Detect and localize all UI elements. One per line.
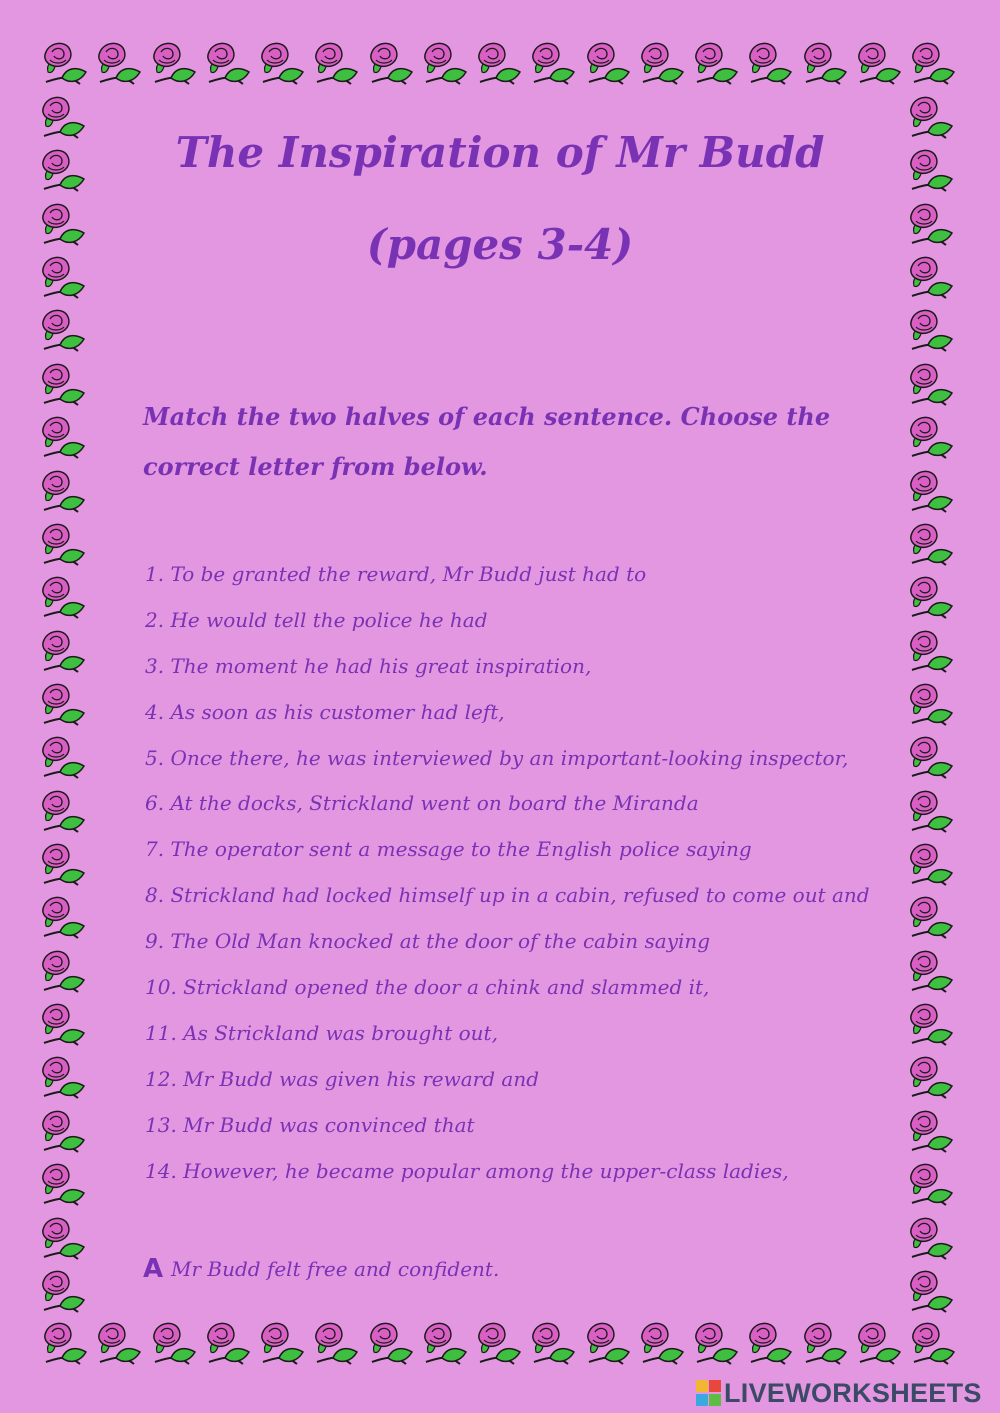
rose-icon: [38, 1052, 90, 1104]
sentence-item: 10. Strickland opened the door a chink and slammed it,: [145, 975, 710, 1000]
rose-icon: [906, 999, 958, 1051]
rose-icon: [906, 892, 958, 944]
sentence-item: 9. The Old Man knocked at the door of the cabin saying: [145, 929, 711, 954]
rose-icon: [38, 305, 90, 357]
rose-icon: [906, 572, 958, 624]
sentence-item: 7. The operator sent a message to the English police saying: [145, 837, 752, 862]
rose-icon: [906, 946, 958, 998]
rose-icon: [908, 1318, 960, 1370]
rose-border-bottom: [40, 1318, 960, 1372]
rose-icon: [906, 626, 958, 678]
sentence-item: 2. He would tell the police he had: [145, 607, 488, 632]
liveworksheets-logo-icon: [696, 1380, 722, 1408]
rose-icon: [38, 1266, 90, 1318]
rose-icon: [906, 1159, 958, 1211]
option-text: Mr Budd felt free and confident.: [171, 1257, 500, 1281]
rose-icon: [257, 38, 309, 90]
rose-icon: [149, 38, 201, 90]
sentence-item: 3. The moment he had his great inspiration,: [145, 653, 592, 678]
rose-icon: [38, 626, 90, 678]
sentence-item: 5. Once there, he was interviewed by an important-looking inspector,: [145, 745, 849, 770]
rose-icon: [311, 1318, 363, 1370]
rose-border-right: [906, 92, 960, 1318]
rose-icon: [906, 519, 958, 571]
rose-icon: [691, 1318, 743, 1370]
rose-icon: [38, 732, 90, 784]
page-title: The Inspiration of Mr Budd: [175, 128, 825, 177]
rose-icon: [906, 786, 958, 838]
rose-icon: [691, 38, 743, 90]
rose-icon: [38, 1106, 90, 1158]
rose-icon: [906, 359, 958, 411]
rose-icon: [528, 38, 580, 90]
rose-icon: [800, 1318, 852, 1370]
rose-icon: [38, 679, 90, 731]
rose-icon: [474, 38, 526, 90]
rose-icon: [38, 572, 90, 624]
rose-icon: [906, 305, 958, 357]
answer-option: [143, 1254, 499, 1284]
rose-icon: [38, 999, 90, 1051]
rose-icon: [854, 38, 906, 90]
rose-icon: [94, 1318, 146, 1370]
page-subtitle: (pages 3-4): [366, 220, 634, 269]
rose-border-top: [40, 38, 960, 92]
rose-icon: [474, 1318, 526, 1370]
rose-icon: [94, 38, 146, 90]
rose-icon: [528, 1318, 580, 1370]
rose-icon: [38, 359, 90, 411]
liveworksheets-brand: [696, 1378, 982, 1409]
rose-icon: [366, 38, 418, 90]
rose-icon: [637, 1318, 689, 1370]
rose-icon: [38, 839, 90, 891]
rose-icon: [906, 1266, 958, 1318]
rose-icon: [38, 1159, 90, 1211]
rose-icon: [583, 38, 635, 90]
rose-icon: [420, 1318, 472, 1370]
rose-icon: [906, 1213, 958, 1265]
option-letter: A: [143, 1254, 164, 1284]
rose-icon: [906, 679, 958, 731]
rose-icon: [311, 38, 363, 90]
rose-icon: [203, 1318, 255, 1370]
sentence-item: 12. Mr Budd was given his reward and: [145, 1066, 540, 1091]
sentence-item: 13. Mr Budd was convinced that: [145, 1112, 475, 1137]
rose-icon: [257, 1318, 309, 1370]
sentence-list: [145, 557, 885, 1199]
rose-icon: [906, 732, 958, 784]
rose-icon: [854, 1318, 906, 1370]
sentence-item: 1. To be granted the reward, Mr Budd just had to: [145, 562, 647, 586]
sentence-item: 11. As Strickland was brought out,: [145, 1020, 498, 1045]
rose-icon: [38, 786, 90, 838]
rose-icon: [906, 839, 958, 891]
rose-icon: [38, 519, 90, 571]
rose-icon: [40, 1318, 92, 1370]
sentence-item: 8. Strickland had locked himself up in a cabin, refused to come out and: [145, 883, 870, 908]
rose-icon: [40, 38, 92, 90]
rose-icon: [203, 38, 255, 90]
rose-icon: [38, 1213, 90, 1265]
rose-icon: [420, 38, 472, 90]
rose-icon: [745, 38, 797, 90]
brand-name: LIVEWORKSHEETS: [724, 1378, 982, 1408]
sentence-item: 4. As soon as his customer had left,: [145, 699, 505, 724]
rose-icon: [906, 412, 958, 464]
rose-icon: [583, 1318, 635, 1370]
rose-icon: [906, 1106, 958, 1158]
sentence-item: 14. However, he became popular among the upper-class ladies,: [145, 1158, 789, 1183]
rose-icon: [800, 38, 852, 90]
rose-icon: [366, 1318, 418, 1370]
instruction-text: Match the two halves of each sentence. Choose the correct letter from below.: [143, 402, 831, 481]
sentence-item: 6. At the docks, Strickland went on board the Miranda: [145, 791, 699, 816]
rose-icon: [38, 412, 90, 464]
rose-icon: [906, 1052, 958, 1104]
rose-icon: [38, 466, 90, 518]
rose-icon: [906, 466, 958, 518]
rose-border-left: [38, 92, 92, 1318]
rose-icon: [908, 38, 960, 90]
rose-icon: [38, 892, 90, 944]
rose-icon: [38, 946, 90, 998]
rose-icon: [149, 1318, 201, 1370]
rose-icon: [637, 38, 689, 90]
rose-icon: [745, 1318, 797, 1370]
